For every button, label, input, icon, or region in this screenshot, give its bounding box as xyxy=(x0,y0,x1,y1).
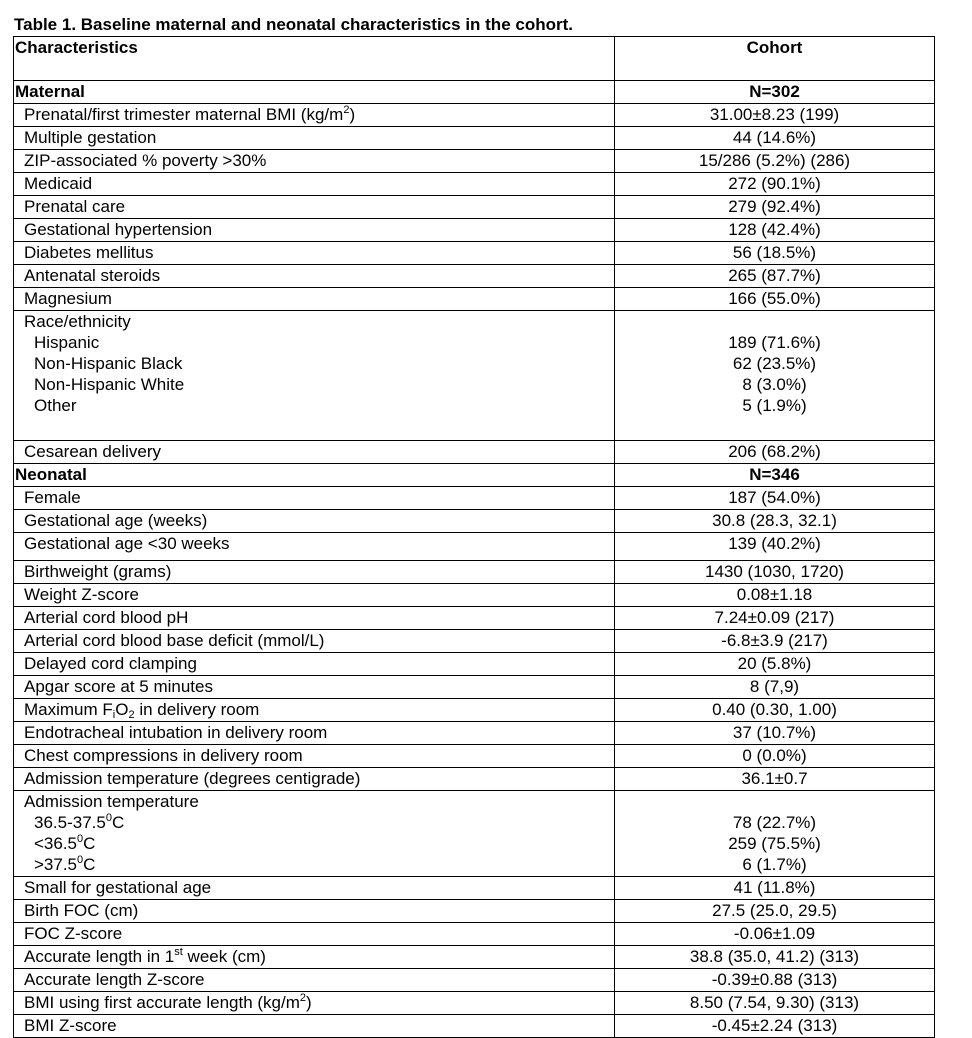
row-label: Admission temperature (degrees centigrade) xyxy=(14,768,615,791)
row-value: 166 (55.0%) xyxy=(615,288,935,311)
row-value: 56 (18.5%) xyxy=(615,242,935,265)
table-row xyxy=(14,173,935,196)
row-value: 128 (42.4%) xyxy=(615,219,935,242)
row-value: 0 (0.0%) xyxy=(615,745,935,768)
row-label: Gestational age (weeks) xyxy=(14,510,615,533)
row-value: 37 (10.7%) xyxy=(615,722,935,745)
row-value: 44 (14.6%) xyxy=(615,127,935,150)
characteristics-table xyxy=(13,36,935,1038)
row-value: 15/286 (5.2%) (286) xyxy=(615,150,935,173)
section-n: N=302 xyxy=(615,81,935,104)
header-row xyxy=(14,37,935,81)
table-row xyxy=(14,768,935,791)
row-label: Endotracheal intubation in delivery room xyxy=(14,722,615,745)
row-value: 0.40 (0.30, 1.00) xyxy=(615,699,935,722)
row-value: 41 (11.8%) xyxy=(615,877,935,900)
row-value: -6.8±3.9 (217) xyxy=(615,630,935,653)
row-value: -0.45±2.24 (313) xyxy=(615,1015,935,1038)
table-row xyxy=(14,722,935,745)
table-row xyxy=(14,127,935,150)
row-label: Maximum $F_iO_2$ in delivery room xyxy=(14,699,615,722)
row-value: 30.8 (28.3, 32.1) xyxy=(615,510,935,533)
row-label: BMI using first accurate length $(kg/m^2)$ xyxy=(14,992,615,1015)
table-row xyxy=(14,150,935,173)
table-row xyxy=(14,653,935,676)
table-row xyxy=(14,877,935,900)
header-characteristics: Characteristics xyxy=(14,37,615,81)
table-row xyxy=(14,219,935,242)
table-row xyxy=(14,561,935,584)
row-value: 38.8 (35.0, 41.2) (313) xyxy=(615,946,935,969)
row-value: 0.08±1.18 xyxy=(615,584,935,607)
row-label: Diabetes mellitus xyxy=(14,242,615,265)
row-value: 20 (5.8%) xyxy=(615,653,935,676)
temp-label: Admission temperature xyxy=(24,792,199,811)
row-value: 36.1±0.7 xyxy=(615,768,935,791)
admission-temperature-row xyxy=(14,791,935,877)
row-label: Female xyxy=(14,487,615,510)
race-item-value: 189 (71.6%) xyxy=(728,333,821,352)
row-value: 265 (87.7%) xyxy=(615,265,935,288)
row-label: Accurate length Z-score xyxy=(14,969,615,992)
race-item-label: Hispanic xyxy=(34,333,100,352)
table-row xyxy=(14,265,935,288)
table-row xyxy=(14,607,935,630)
row-value: 8 (7,9) xyxy=(615,676,935,699)
row-label: ZIP-associated % poverty >30% xyxy=(14,150,615,173)
table-row xyxy=(14,487,935,510)
row-value: 206 (68.2%) xyxy=(615,441,935,464)
row-label: Arterial cord blood base deficit (mmol/L) xyxy=(14,630,615,653)
race-label: Race/ethnicity xyxy=(24,312,131,331)
section-n: N=346 xyxy=(615,464,935,487)
race-item-value: 62 (23.5%) xyxy=(732,354,817,373)
row-label: Prenatal/first trimester maternal BMI $(kg/m^2)$ xyxy=(14,104,615,127)
table-row xyxy=(14,196,935,219)
section-neonatal xyxy=(14,464,935,487)
row-label xyxy=(14,311,615,441)
row-label: Antenatal steroids xyxy=(14,265,615,288)
race-ethnicity-row xyxy=(14,311,935,441)
table-row xyxy=(14,1015,935,1038)
row-label: Small for gestational age xyxy=(14,877,615,900)
race-item-value: 8 (3.0%) xyxy=(742,375,807,394)
row-label: Arterial cord blood pH xyxy=(14,607,615,630)
row-value: 272 (90.1%) xyxy=(615,173,935,196)
table-row xyxy=(14,676,935,699)
row-label: Birthweight (grams) xyxy=(14,561,615,584)
table-row xyxy=(14,745,935,768)
row-value: -0.06±1.09 xyxy=(615,923,935,946)
row-label: Delayed cord clamping xyxy=(14,653,615,676)
row-value: 7.24±0.09 (217) xyxy=(615,607,935,630)
table-row xyxy=(14,630,935,653)
table-row xyxy=(14,584,935,607)
table-row xyxy=(14,900,935,923)
row-label xyxy=(14,791,615,877)
row-label: Medicaid xyxy=(14,173,615,196)
row-label: Prenatal care xyxy=(14,196,615,219)
row-value: 279 (92.4%) xyxy=(615,196,935,219)
table-row xyxy=(14,946,935,969)
table-row xyxy=(14,533,935,561)
row-value: -0.39±0.88 (313) xyxy=(615,969,935,992)
table-row xyxy=(14,969,935,992)
row-label: Apgar score at 5 minutes xyxy=(14,676,615,699)
table-row xyxy=(14,288,935,311)
row-label: Magnesium xyxy=(14,288,615,311)
table-row xyxy=(14,242,935,265)
section-maternal xyxy=(14,81,935,104)
temp-item-value: 259 (75.5%) xyxy=(728,834,821,853)
table-row xyxy=(14,510,935,533)
row-label: Birth FOC (cm) xyxy=(14,900,615,923)
temp-item-label: $>37.5^0C$ xyxy=(34,854,96,874)
table-row xyxy=(14,441,935,464)
row-value: 139 (40.2%) xyxy=(615,533,935,561)
table-title: Table 1. Baseline maternal and neonatal characteristics in the cohort. xyxy=(14,15,573,34)
row-label: Chest compressions in delivery room xyxy=(14,745,615,768)
row-value: 31.00±8.23 (199) xyxy=(615,104,935,127)
temp-item-value: 78 (22.7%) xyxy=(732,813,817,832)
temp-item-label: 36.5-37.5$^0$C xyxy=(34,812,125,832)
section-label: Maternal xyxy=(14,81,615,104)
table-row xyxy=(14,104,935,127)
temp-item-label: $<36.5^0C$ xyxy=(34,833,96,853)
row-value: 27.5 (25.0, 29.5) xyxy=(615,900,935,923)
row-value xyxy=(615,791,935,877)
row-label: Gestational hypertension xyxy=(14,219,615,242)
row-value: 8.50 (7.54, 9.30) (313) xyxy=(615,992,935,1015)
race-item-label: Non-Hispanic Black xyxy=(34,354,183,373)
table-row xyxy=(14,699,935,722)
row-label: FOC Z-score xyxy=(14,923,615,946)
table-row xyxy=(14,923,935,946)
row-label: BMI Z-score xyxy=(14,1015,615,1038)
table-row xyxy=(14,992,935,1015)
row-value: 1430 (1030, 1720) xyxy=(615,561,935,584)
race-item-label: Other xyxy=(34,396,77,415)
row-label: Weight Z-score xyxy=(14,584,615,607)
row-label: Gestational age <30 weeks xyxy=(14,533,615,561)
section-label: Neonatal xyxy=(14,464,615,487)
race-item-label: Non-Hispanic White xyxy=(34,375,185,394)
row-label: Multiple gestation xyxy=(14,127,615,150)
race-item-value: 5 (1.9%) xyxy=(742,396,807,415)
row-value: 187 (54.0%) xyxy=(615,487,935,510)
row-value xyxy=(615,311,935,441)
row-label: Cesarean delivery xyxy=(14,441,615,464)
row-label: Accurate length in 1st week (cm) xyxy=(14,946,615,969)
header-cohort: Cohort xyxy=(615,37,935,81)
temp-item-value: 6 (1.7%) xyxy=(742,855,807,874)
